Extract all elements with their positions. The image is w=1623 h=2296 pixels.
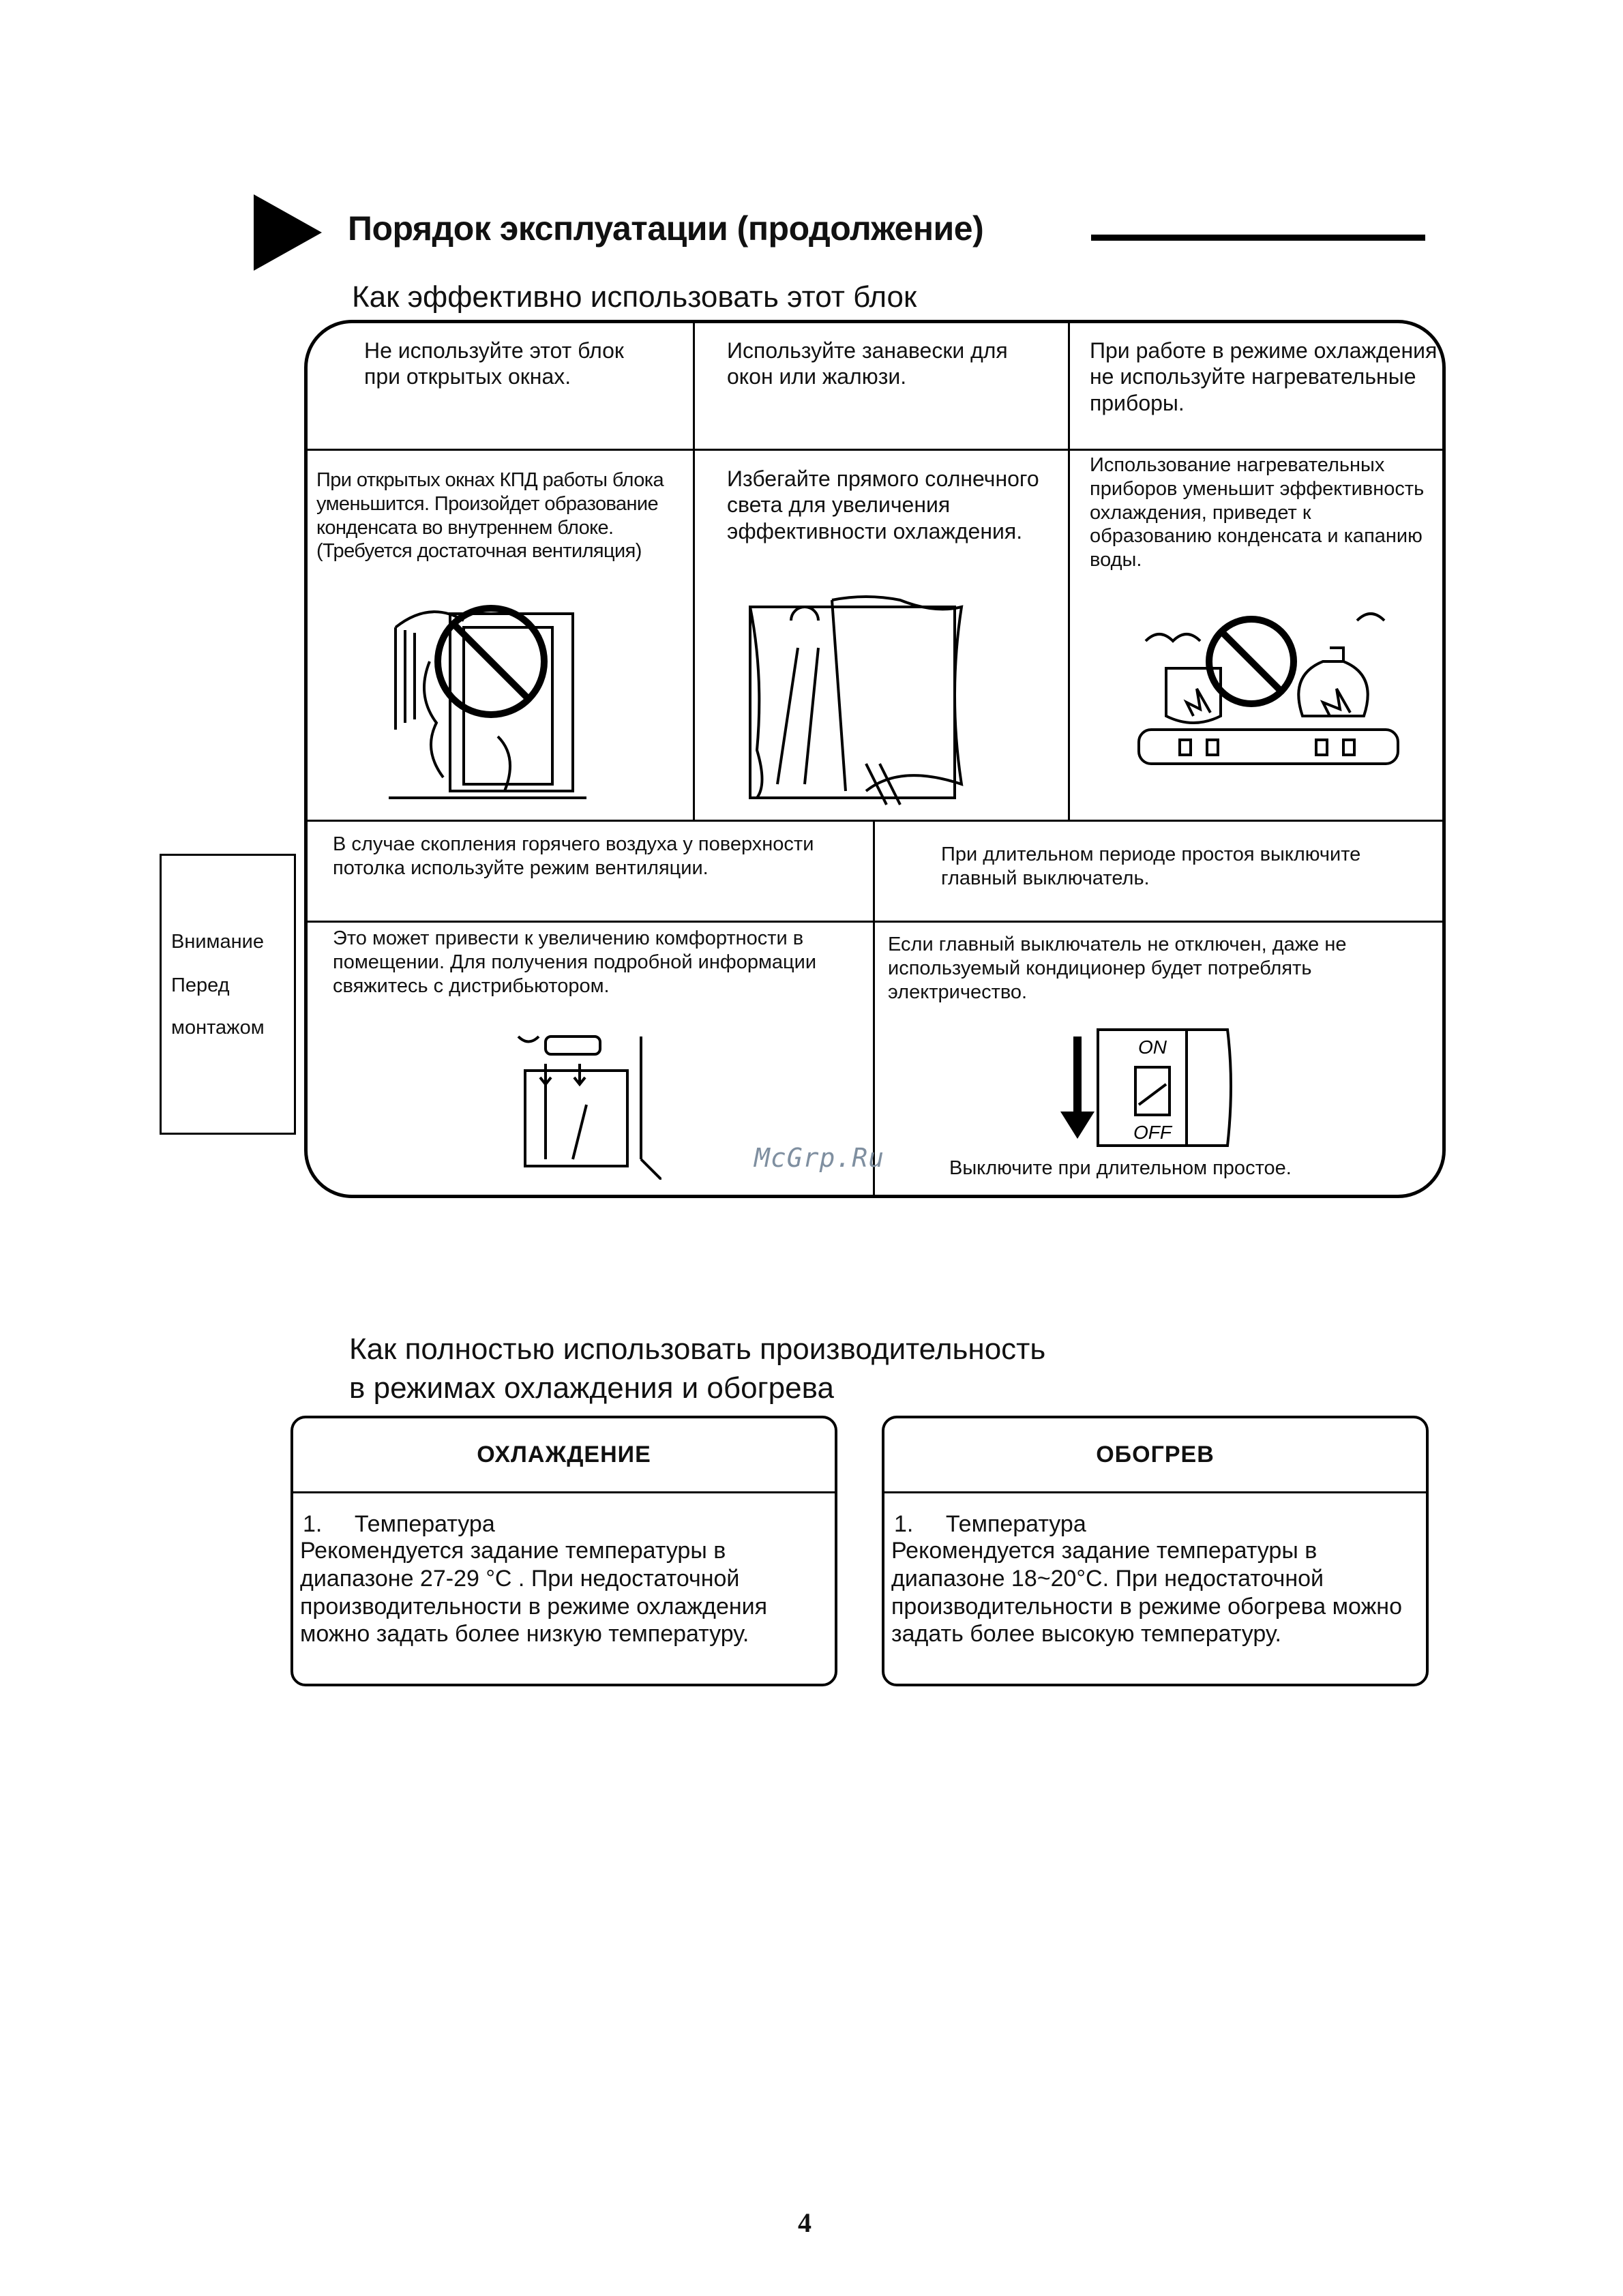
table-divider [306, 449, 1444, 451]
cooling-text: Рекомендуется задание температуры в диапазоне 27-29 °C . При недостаточной производительности в режиме охлаждения можно задать более низкую температуру. [300, 1538, 768, 1648]
modes-subtitle [349, 1330, 1045, 1407]
table-divider [306, 820, 1444, 822]
tip-heaters-detail: Использование нагревательных приборов уменьшит эффективность охлаждения, приведет к образованию конденсата и капанию воды. [1090, 454, 1425, 571]
tip-windows-heading: Не используйте этот блок при открытых окнах. [364, 338, 624, 389]
main-switch-off-icon [1050, 1023, 1234, 1152]
watermark: McGrp.Ru [754, 1143, 885, 1173]
cooling-title: ОХЛАЖДЕНИЕ [293, 1418, 835, 1493]
heating-item [894, 1511, 1086, 1538]
heaters-prohibited-icon [1105, 586, 1412, 777]
title-rule [1091, 235, 1425, 241]
side-note-line2: Перед [171, 974, 230, 996]
modes-subtitle-line2: в режимах охлаждения и обогрева [349, 1371, 834, 1405]
table-divider [1068, 321, 1070, 821]
tip-windows-detail: При открытых окнах КПД работы блока уменьшится. Произойдет образование конденсата во внутреннем блоке. (Требуется достаточная вентиляция) [316, 469, 664, 563]
heating-title: ОБОГРЕВ [884, 1418, 1426, 1493]
heating-text: Рекомендуется задание температуры в диапазоне 18~20°C. При недостаточной производительности в режиме обогрева можно задать более высокую температуру. [891, 1538, 1402, 1648]
tip-heaters-heading: При работе в режиме охлаждения не используйте нагревательные приборы. [1090, 338, 1438, 415]
switch-off-label: OFF [1133, 1122, 1172, 1143]
page-number: 4 [798, 2207, 812, 2238]
heating-item-title: Температура [945, 1511, 1086, 1537]
tip-hot-air-heading: В случае скопления горячего воздуха у поверхности потолка используйте режим вентиляции. [333, 833, 814, 879]
modes-subtitle-line1: Как полностью использовать производительность [349, 1332, 1046, 1366]
tip-curtains-heading: Используйте занавески для окон или жалюзи. [727, 338, 1008, 389]
tip-curtains-detail: Избегайте прямого солнечного света для увеличения эффективности охлаждения. [727, 466, 1039, 543]
table-divider [693, 321, 695, 821]
side-note-line1: Внимание [171, 931, 264, 953]
tip-hot-air-detail: Это может привести к увеличению комфортности в помещении. Для получения подробной информации свяжитесь с дистрибьютором. [333, 927, 817, 997]
table-divider [873, 821, 875, 1197]
heating-box [882, 1416, 1429, 1686]
page-title: Порядок эксплуатации (продолжение) [348, 209, 984, 248]
heating-item-number: 1. [894, 1511, 914, 1537]
ceiling-air-icon [505, 1023, 661, 1180]
cooling-item-number: 1. [303, 1511, 323, 1537]
cooling-item [303, 1511, 495, 1538]
cooling-box [291, 1416, 837, 1686]
tip-main-switch-heading: При длительном периоде простоя выключите главный выключатель. [941, 844, 1361, 889]
open-window-prohibited-icon [389, 586, 586, 818]
section-subtitle: Как эффективно использовать этот блок [352, 280, 917, 314]
switch-on-label: ON [1138, 1037, 1167, 1058]
curtain-window-icon [730, 593, 982, 811]
side-note-box [160, 854, 296, 1135]
tip-main-switch-caption: Выключите при длительном простое. [949, 1157, 1292, 1179]
cooling-item-title: Температура [354, 1511, 495, 1537]
table-divider [306, 921, 1444, 923]
title-arrow-icon [254, 194, 322, 271]
tip-main-switch-detail: Если главный выключатель не отключен, даже не используемый кондиционер будет потреблять электричество. [888, 934, 1347, 1003]
side-note-line3: монтажом [171, 1017, 265, 1039]
